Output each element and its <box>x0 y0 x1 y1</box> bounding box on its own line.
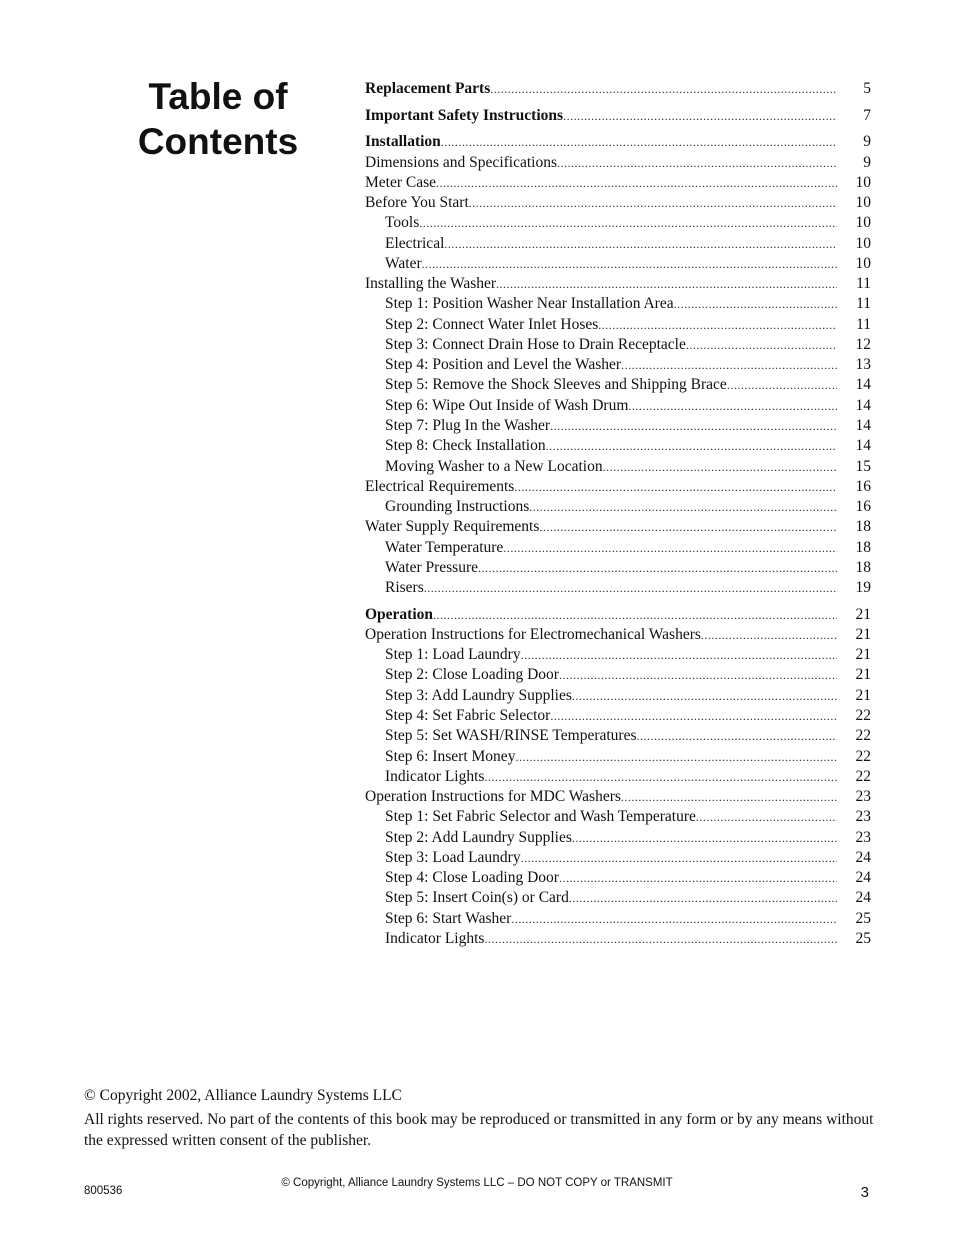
toc-entry[interactable] <box>365 848 871 868</box>
toc-entry-title: Moving Washer to a New Location <box>385 458 603 475</box>
toc-entry-title: Important Safety Instructions <box>365 107 564 124</box>
toc-entry[interactable] <box>365 477 871 497</box>
toc-entry-page: 18 <box>855 559 871 576</box>
toc-entry-title: Step 2: Add Laundry Supplies <box>385 829 572 846</box>
toc-dot-leader <box>419 213 837 233</box>
toc-entry-page: 14 <box>855 437 871 454</box>
toc-dot-leader <box>546 436 837 456</box>
toc-entry-page: 21 <box>855 666 871 683</box>
toc-entry[interactable] <box>365 213 871 233</box>
toc-entry[interactable] <box>365 538 871 558</box>
toc-entry-title: Before You Start <box>365 194 469 211</box>
toc-entry-page: 21 <box>855 626 871 643</box>
toc-entry[interactable] <box>365 706 871 726</box>
toc-entry-page: 11 <box>856 275 871 292</box>
toc-entry[interactable] <box>365 747 871 767</box>
toc-entry-title: Risers <box>385 579 424 596</box>
toc-entry[interactable] <box>365 868 871 888</box>
toc-dot-leader <box>572 686 837 706</box>
toc-entry-page: 5 <box>863 80 871 97</box>
toc-entry[interactable] <box>365 153 871 173</box>
toc-entry-title: Electrical <box>385 235 445 252</box>
toc-entry[interactable] <box>365 375 871 395</box>
toc-entry[interactable] <box>365 558 871 578</box>
toc-entry-title: Installing the Washer <box>365 275 497 292</box>
toc-entry-page: 21 <box>855 606 871 623</box>
toc-dot-leader <box>559 868 837 888</box>
toc-dot-leader <box>686 335 837 355</box>
toc-entry[interactable] <box>365 726 871 746</box>
toc-entry[interactable] <box>365 396 871 416</box>
toc-entry-page: 15 <box>855 458 871 475</box>
toc-dot-leader <box>559 665 837 685</box>
toc-entry-title: Operation Instructions for MDC Washers <box>365 788 621 805</box>
toc-entry-title: Electrical Requirements <box>365 478 515 495</box>
toc-dot-leader <box>514 477 837 497</box>
toc-entry[interactable] <box>365 106 871 126</box>
toc-entry-page: 22 <box>855 768 871 785</box>
toc-entry[interactable] <box>365 193 871 213</box>
toc-entry-title: Step 2: Connect Water Inlet Hoses <box>385 316 599 333</box>
toc-entry-page: 22 <box>855 727 871 744</box>
toc-entry-title: Operation <box>365 606 434 623</box>
toc-entry-page: 23 <box>855 808 871 825</box>
toc-entry[interactable] <box>365 909 871 929</box>
toc-entry-page: 11 <box>856 316 871 333</box>
toc-dot-leader <box>701 625 837 645</box>
toc-entry[interactable] <box>365 767 871 787</box>
toc-dot-leader <box>422 254 837 274</box>
toc-dot-leader <box>469 193 837 213</box>
toc-dot-leader <box>503 538 837 558</box>
toc-entry-title: Step 7: Plug In the Washer <box>385 417 551 434</box>
toc-entry[interactable] <box>365 315 871 335</box>
toc-dot-leader <box>621 787 837 807</box>
toc-dot-leader <box>441 132 837 152</box>
toc-entry-title: Tools <box>385 214 420 231</box>
toc-entry-page: 12 <box>855 336 871 353</box>
toc-entry-page: 10 <box>855 214 871 231</box>
toc-dot-leader <box>484 767 837 787</box>
footer-copyright-notice: © Copyright, Alliance Laundry Systems LLC – DO NOT COPY or TRANSMIT <box>281 1177 673 1189</box>
toc-entry[interactable] <box>365 497 871 517</box>
toc-entry-page: 14 <box>855 417 871 434</box>
toc-dot-leader <box>433 605 837 625</box>
toc-entry-title: Operation Instructions for Electromechanical Washers <box>365 626 701 643</box>
toc-entry-title: Step 3: Load Laundry <box>385 849 521 866</box>
toc-entry[interactable] <box>365 294 871 314</box>
toc-entry[interactable] <box>365 274 871 294</box>
toc-entry-page: 14 <box>855 376 871 393</box>
toc-entry-title: Step 6: Start Washer <box>385 910 512 927</box>
toc-entry-title: Step 1: Position Washer Near Installation Area <box>385 295 674 312</box>
toc-dot-leader <box>569 888 837 908</box>
toc-entry-title: Step 3: Connect Drain Hose to Drain Receptacle <box>385 336 686 353</box>
copyright-block <box>84 1085 874 1151</box>
toc-entry[interactable] <box>365 828 871 848</box>
toc-entry[interactable] <box>365 625 871 645</box>
toc-dot-leader <box>628 396 837 416</box>
toc-entry-page: 14 <box>855 397 871 414</box>
toc-entry-title: Step 1: Load Laundry <box>385 646 521 663</box>
toc-entry-page: 16 <box>855 478 871 495</box>
toc-entry-page: 22 <box>855 748 871 765</box>
table-of-contents <box>365 0 871 960</box>
toc-entry-title: Step 2: Close Loading Door <box>385 666 559 683</box>
toc-dot-leader <box>550 706 837 726</box>
toc-entry-page: 21 <box>855 646 871 663</box>
toc-entry-title: Step 3: Add Laundry Supplies <box>385 687 572 704</box>
toc-dot-leader <box>557 153 837 173</box>
toc-dot-leader <box>603 457 837 477</box>
toc-entry-title: Step 5: Insert Coin(s) or Card <box>385 889 569 906</box>
toc-entry-title: Step 6: Wipe Out Inside of Wash Drum <box>385 397 629 414</box>
toc-entry[interactable] <box>365 578 871 598</box>
toc-entry-title: Meter Case <box>365 174 437 191</box>
toc-entry[interactable] <box>365 79 871 99</box>
toc-entry[interactable] <box>365 355 871 375</box>
toc-entry-title: Step 5: Remove the Shock Sleeves and Shipping Brace <box>385 376 727 393</box>
toc-entry-page: 25 <box>855 910 871 927</box>
toc-dot-leader <box>529 497 837 517</box>
toc-entry-title: Water Temperature <box>385 539 504 556</box>
toc-entry-title: Step 6: Insert Money <box>385 748 516 765</box>
toc-dot-leader <box>484 929 837 949</box>
toc-entry[interactable] <box>365 888 871 908</box>
toc-entry-title: Dimensions and Specifications <box>365 154 557 171</box>
toc-entry-page: 24 <box>855 889 871 906</box>
rights-statement: All rights reserved. No part of the contents of this book may be reproduced or transmitted in any form or by any means without the expressed written consent of the publisher. <box>84 1111 874 1149</box>
page-number: 3 <box>860 1184 869 1201</box>
toc-entry[interactable] <box>365 234 871 254</box>
toc-entry[interactable] <box>365 436 871 456</box>
toc-dot-leader <box>674 294 837 314</box>
page-title-line-2: Contents <box>137 121 299 162</box>
toc-entry-page: 23 <box>855 788 871 805</box>
toc-entry-title: Step 1: Set Fabric Selector and Wash Temperature <box>385 808 696 825</box>
toc-entry[interactable] <box>365 929 871 949</box>
toc-dot-leader <box>490 79 837 99</box>
toc-entry[interactable] <box>365 645 871 665</box>
toc-dot-leader <box>444 234 837 254</box>
toc-dot-leader <box>511 909 837 929</box>
toc-entry-page: 25 <box>855 930 871 947</box>
toc-entry-page: 10 <box>855 194 871 211</box>
toc-entry[interactable] <box>365 416 871 436</box>
toc-entry-title: Installation <box>365 133 441 150</box>
toc-dot-leader <box>550 416 837 436</box>
toc-dot-leader <box>515 747 837 767</box>
page-title-line-1: Table of <box>148 76 288 117</box>
toc-entry-title: Replacement Parts <box>365 80 491 97</box>
toc-entry-page: 9 <box>863 133 871 150</box>
toc-entry[interactable] <box>365 807 871 827</box>
toc-entry-title: Water Pressure <box>385 559 479 576</box>
toc-entry-page: 22 <box>855 707 871 724</box>
toc-entry-page: 13 <box>855 356 871 373</box>
toc-entry[interactable] <box>365 517 871 537</box>
toc-entry-page: 10 <box>855 255 871 272</box>
toc-entry[interactable] <box>365 457 871 477</box>
toc-entry[interactable] <box>365 787 871 807</box>
toc-entry-page: 10 <box>855 235 871 252</box>
toc-entry-page: 21 <box>855 687 871 704</box>
document-number: 800536 <box>84 1185 123 1197</box>
toc-entry-title: Water <box>385 255 422 272</box>
toc-entry[interactable] <box>365 335 871 355</box>
toc-dot-leader <box>539 517 837 537</box>
toc-dot-leader <box>436 173 837 193</box>
toc-entry[interactable] <box>365 254 871 274</box>
toc-dot-leader <box>637 726 838 746</box>
toc-entry-page: 7 <box>863 107 871 124</box>
toc-entry-title: Step 4: Position and Level the Washer <box>385 356 622 373</box>
toc-dot-leader <box>696 807 837 827</box>
toc-dot-leader <box>563 106 837 126</box>
toc-entry-page: 24 <box>855 869 871 886</box>
toc-entry[interactable] <box>365 132 871 152</box>
toc-entry-title: Grounding Instructions <box>385 498 530 515</box>
toc-dot-leader <box>621 355 837 375</box>
toc-entry[interactable] <box>365 605 871 625</box>
toc-entry-title: Step 5: Set WASH/RINSE Temperatures <box>385 727 637 744</box>
toc-dot-leader <box>598 315 837 335</box>
toc-dot-leader <box>496 274 837 294</box>
toc-dot-leader <box>424 578 837 598</box>
toc-entry-title: Step 8: Check Installation <box>385 437 546 454</box>
toc-entry-page: 10 <box>855 174 871 191</box>
toc-entry-title: Indicator Lights <box>385 768 485 785</box>
toc-entry-title: Indicator Lights <box>385 930 485 947</box>
toc-entry-page: 23 <box>855 829 871 846</box>
toc-dot-leader <box>478 558 837 578</box>
toc-entry-title: Step 4: Set Fabric Selector <box>385 707 551 724</box>
toc-entry[interactable] <box>365 665 871 685</box>
toc-entry-page: 9 <box>863 154 871 171</box>
toc-entry-page: 18 <box>855 518 871 535</box>
toc-entry-page: 24 <box>855 849 871 866</box>
page-title <box>100 74 336 164</box>
toc-entry-page: 19 <box>855 579 871 596</box>
toc-entry-page: 18 <box>855 539 871 556</box>
toc-dot-leader <box>727 375 837 395</box>
toc-entry[interactable] <box>365 686 871 706</box>
toc-dot-leader <box>521 645 837 665</box>
copyright-line: © Copyright 2002, Alliance Laundry Systems LLC <box>84 1087 402 1104</box>
toc-entry-page: 11 <box>856 295 871 312</box>
toc-entry[interactable] <box>365 173 871 193</box>
toc-entry-page: 16 <box>855 498 871 515</box>
toc-dot-leader <box>521 848 837 868</box>
toc-dot-leader <box>572 828 837 848</box>
toc-entry-title: Water Supply Requirements <box>365 518 540 535</box>
toc-entry-title: Step 4: Close Loading Door <box>385 869 559 886</box>
